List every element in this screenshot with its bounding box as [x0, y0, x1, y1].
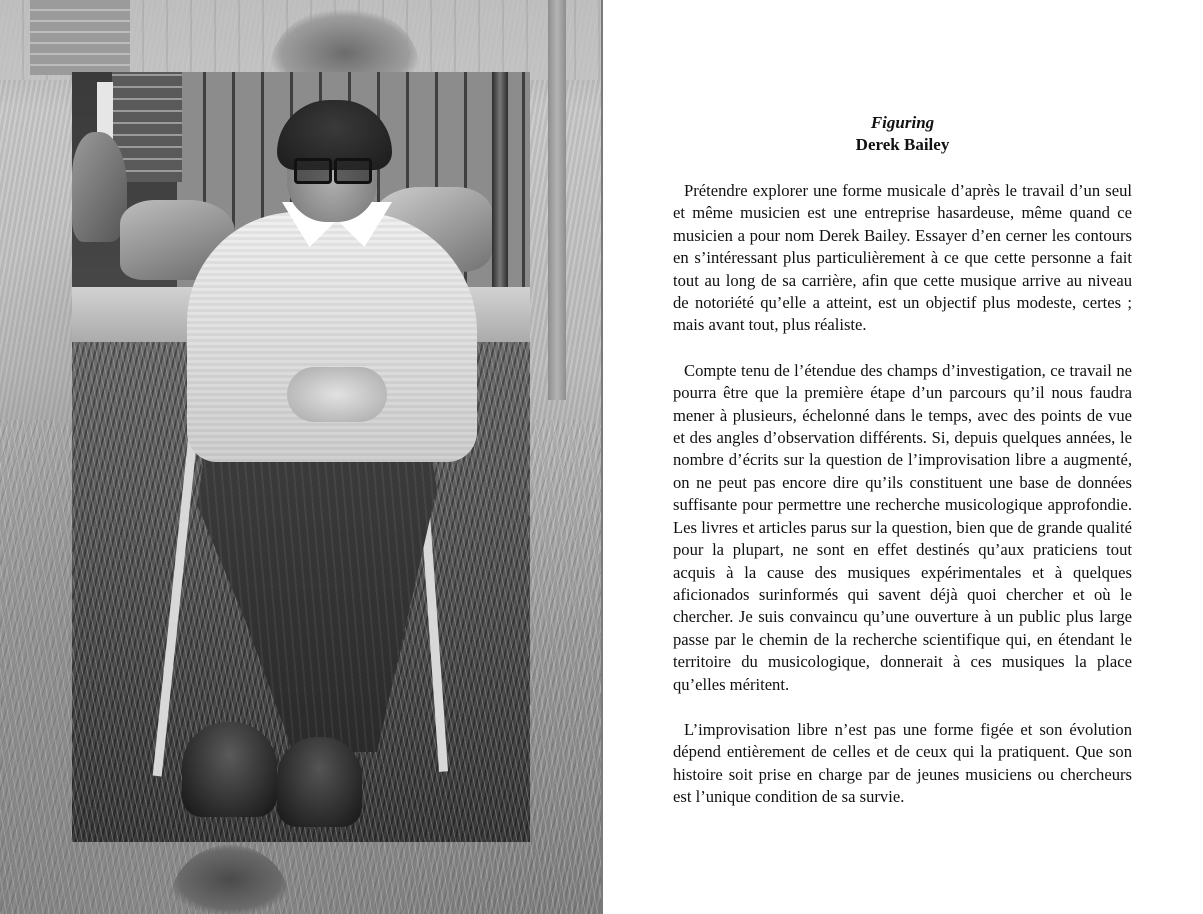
- page-divider: [601, 0, 603, 914]
- glasses-lens-right: [334, 158, 372, 184]
- essay-title: Figuring: [870, 113, 935, 132]
- glasses-lens-left: [294, 158, 332, 184]
- paragraph: Prétendre explorer une forme musicale d’après le travail d’un seul et même musicien est une entreprise hasardeuse, même quand ce musicien a pour nom Derek Bailey. Essayer d’en cerner les contours en s’intéressant plus particulièrement à ce que cette personne a fait tout au long de sa carrière, afin que cette musique arrive au niveau de notoriété qu’elle a atteint, est un objectif plus modeste, certes ; mais avant tout, plus réaliste.: [673, 181, 1132, 335]
- person-shoe: [182, 722, 277, 817]
- paragraph: Compte tenu de l’étendue des champs d’investigation, ce travail ne pourra être que la première étape d’un parcours qu’il nous faudra mener à plusieurs, échelonné dans le temps, avec des points de vue et des angles d’observation différents. Si, depuis quelques années, le nombre d’écrits sur la question de l’improvisation libre a augmenté, on ne peut pas encore dire qu’ils constituent une base de données suffisante pour permettre une recherche musicologique approfondie. Les livres et articles parus sur la question, bien que de grande qualité pour la plupart, ne sont en effet destinés qu’aux praticiens tout acquis à la cause des musiques expérimentales et à quelques aficionados surinformés qui savent déjà quoi chercher et où le chercher. Je suis convaincu qu’une ouverture à un public plus large passe par le chemin de la recherche scientifique qui, en étendant le territoire du musicologique, donnerait à ces musiques la place qu’elles méritent.: [673, 360, 1132, 694]
- background-brick: [30, 0, 130, 75]
- essay-author: Derek Bailey: [855, 135, 950, 154]
- text-page: [673, 112, 1132, 832]
- person-shirt: [187, 212, 477, 462]
- person-shoe: [277, 737, 362, 827]
- person-hands: [287, 367, 387, 422]
- photo-pipe: [492, 72, 508, 287]
- portrait-photo: [72, 72, 530, 842]
- photo-rock: [72, 132, 127, 242]
- background-pipe: [548, 0, 566, 400]
- paragraph: L’improvisation libre n’est pas une forme figée et son évolution dépend entièrement de celles et de ceux qui la pratiquent. Que son histoire soit prise en charge par de jeunes musiciens ou chercheurs est l’unique condition de sa survie.: [673, 719, 1132, 807]
